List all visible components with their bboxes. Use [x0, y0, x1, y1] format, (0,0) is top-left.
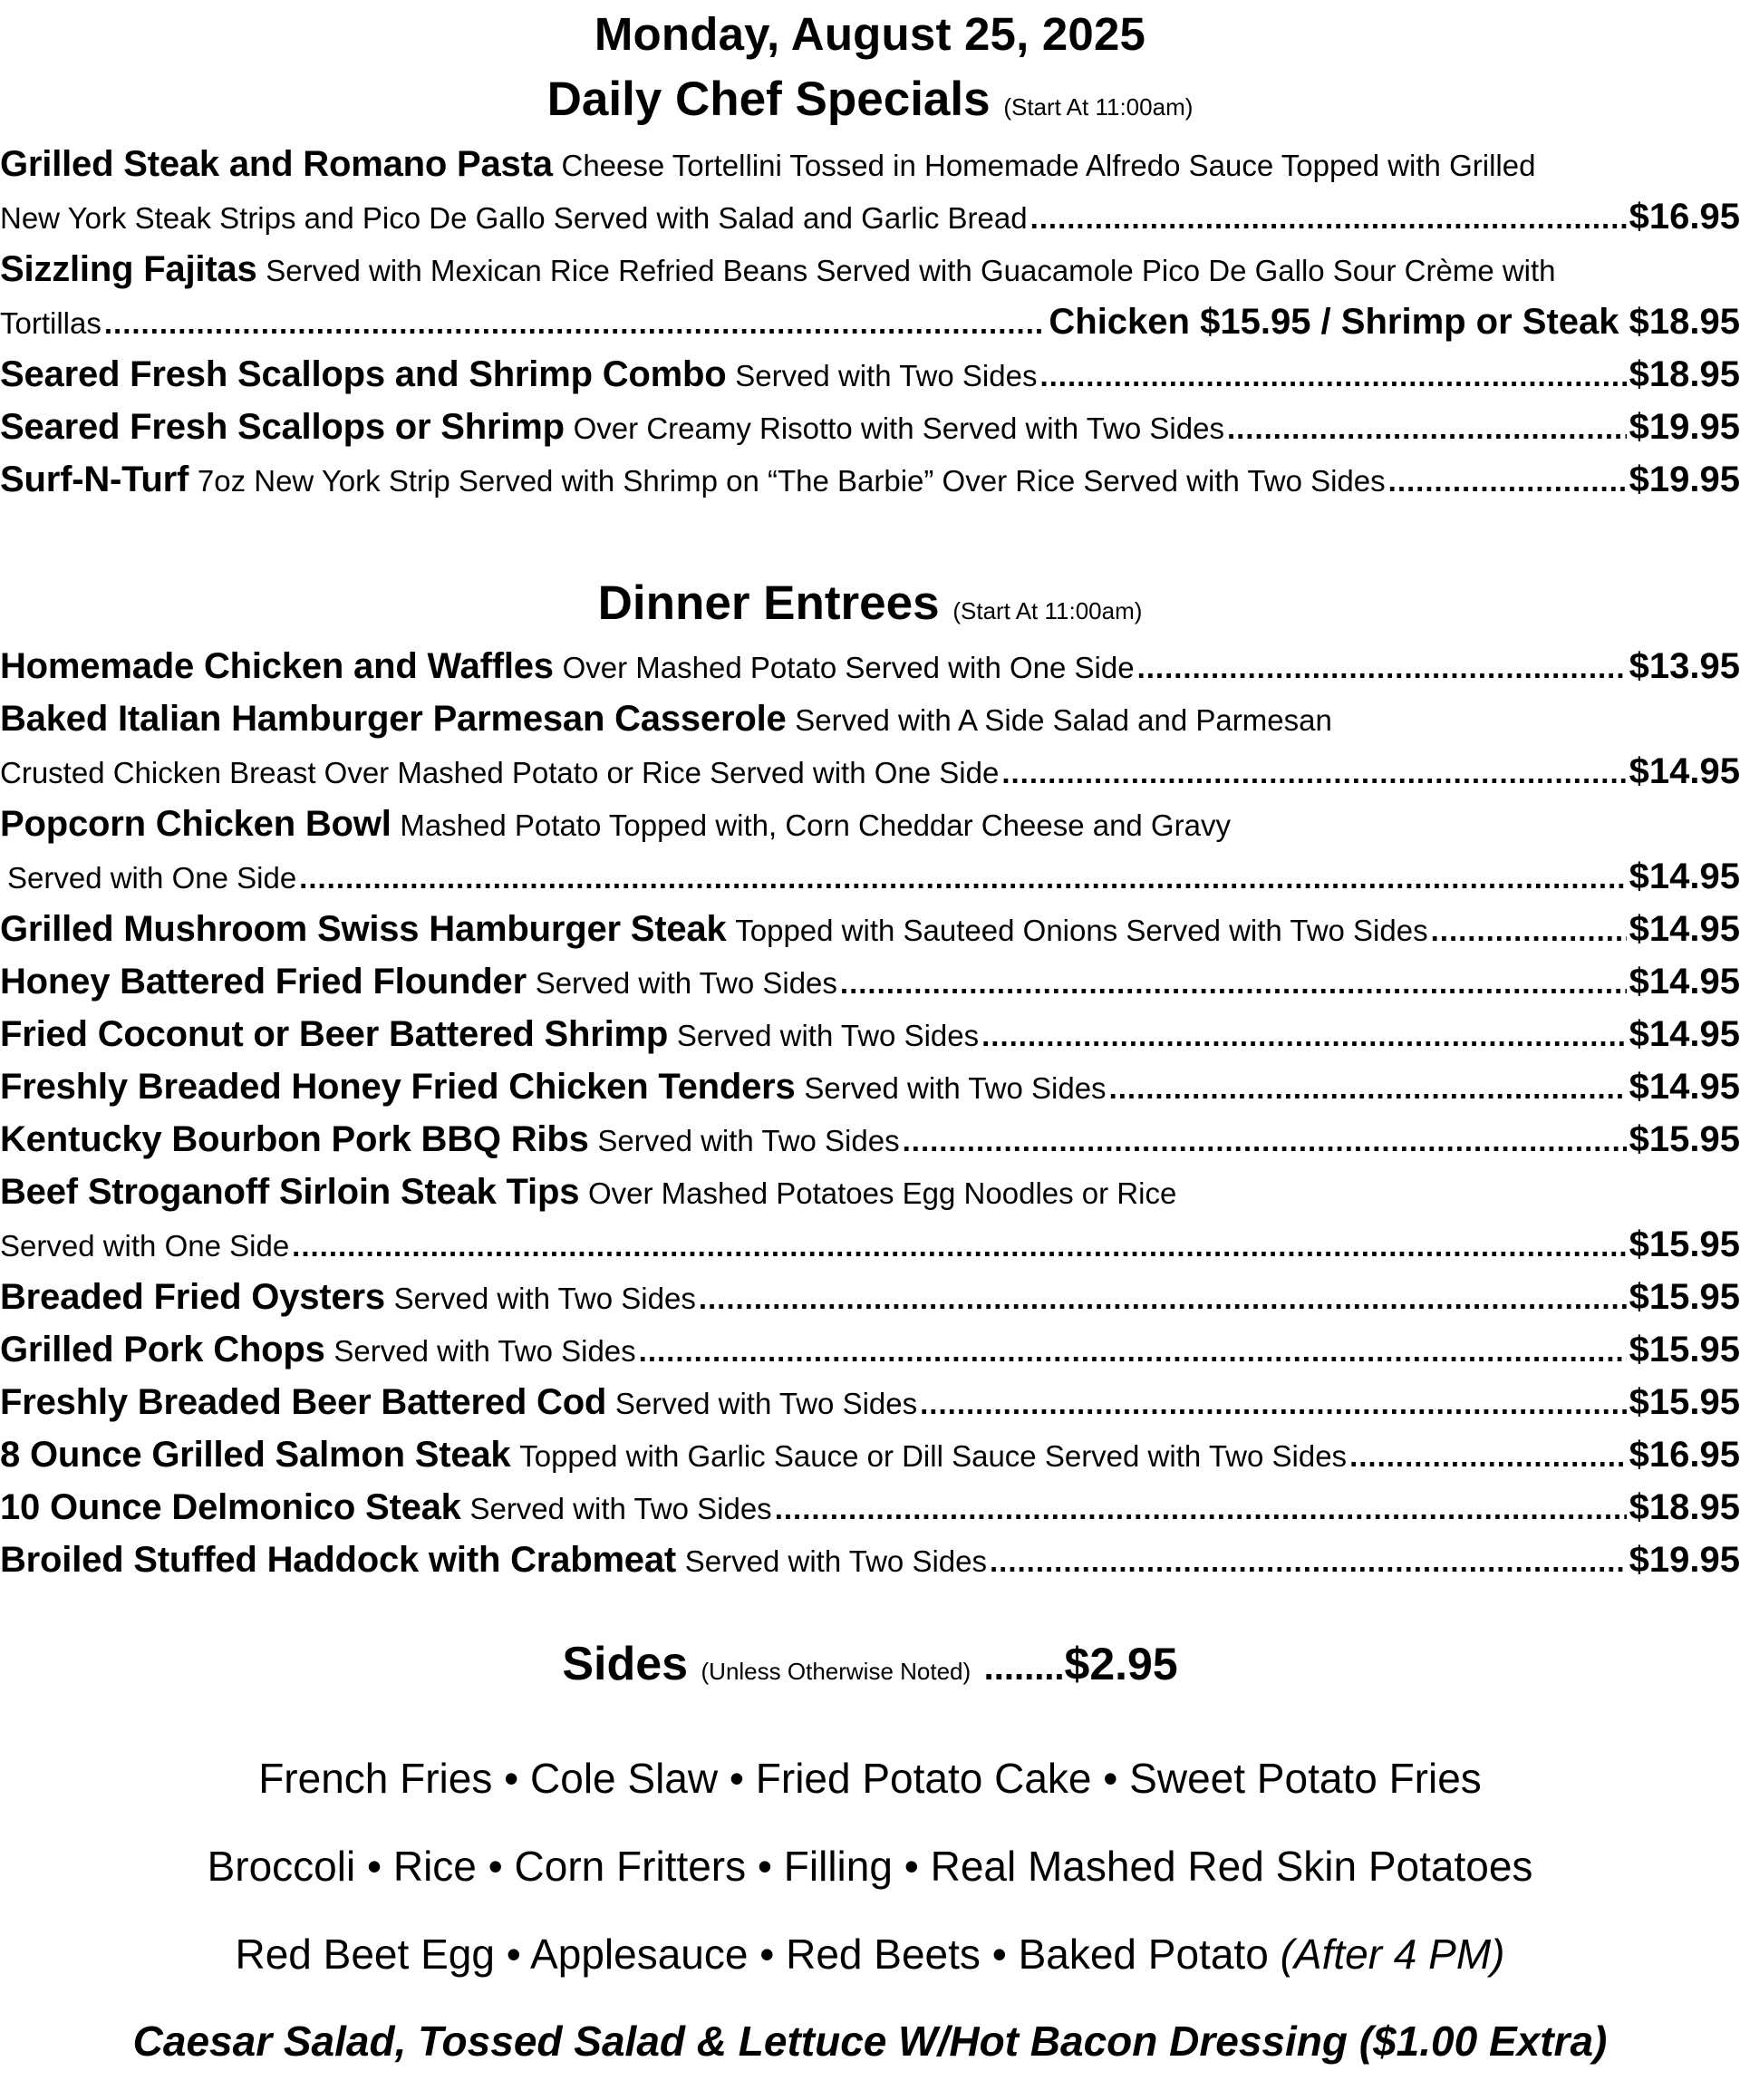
- menu-item: [0, 903, 1740, 955]
- leader-dots: [903, 1115, 1627, 1166]
- entrees-title: Dinner Entrees: [597, 576, 940, 630]
- entrees-heading: [0, 575, 1740, 640]
- leader-dots: [639, 1325, 1627, 1376]
- leader-dots: [1001, 747, 1626, 798]
- sides-leader-dots: ........: [983, 1648, 1065, 1688]
- item-price: $14.95: [1629, 962, 1740, 1002]
- leader-dots: [1030, 192, 1627, 243]
- item-description: Served with Mexican Rice Refried Beans Served with Guacamole Pico De Gallo Sour Crème with: [266, 254, 1556, 287]
- item-price: Chicken $15.95 / Shrimp or Steak $18.95: [1049, 302, 1740, 342]
- item-name: Surf-N-Turf: [0, 460, 189, 499]
- item-name: Grilled Pork Chops: [0, 1330, 325, 1369]
- leader-dots: [699, 1273, 1627, 1323]
- item-price: $14.95: [1629, 1014, 1740, 1054]
- leader-dots: [1431, 905, 1627, 955]
- item-price: $15.95: [1629, 1224, 1740, 1264]
- item-name: Freshly Breaded Beer Battered Cod: [0, 1382, 607, 1422]
- item-description: Over Mashed Potato Served with One Side: [562, 651, 1135, 684]
- menu-item: [0, 453, 1740, 506]
- sides-price: $2.95: [1064, 1639, 1178, 1689]
- sides-list-line-3: [0, 1927, 1740, 1981]
- sides-title: Sides: [562, 1638, 689, 1690]
- menu-item: [0, 1428, 1740, 1481]
- item-description: Served with Two Sides: [735, 359, 1038, 392]
- item-description-cont: Crusted Chicken Breast Over Mashed Potato or Rice Served with One Side: [0, 756, 1000, 789]
- item-description-cont: New York Steak Strips and Pico De Gallo Served with Salad and Garlic Bread: [0, 201, 1028, 235]
- menu-item: [0, 1481, 1740, 1534]
- item-description: Served with Two Sides: [469, 1492, 772, 1525]
- item-description: Topped with Sauteed Onions Served with Two Sides: [735, 914, 1428, 947]
- sides-line-3-text: Red Beet Egg • Applesauce • Red Beets • Baked Potato: [235, 1931, 1269, 1978]
- menu-item: [0, 138, 1740, 243]
- sides-line-3-note: (After 4 PM): [1280, 1931, 1505, 1978]
- item-description: Served with Two Sides: [597, 1124, 900, 1157]
- item-name: Broiled Stuffed Haddock with Crabmeat: [0, 1540, 677, 1580]
- item-name: Grilled Mushroom Swiss Hamburger Steak: [0, 909, 727, 949]
- item-price: $15.95: [1629, 1330, 1740, 1369]
- item-name: Fried Coconut or Beer Battered Shrimp: [0, 1014, 669, 1054]
- menu-item: [0, 1376, 1740, 1428]
- entrees-list: [0, 640, 1740, 1586]
- menu-date: Monday, August 25, 2025: [594, 8, 1146, 60]
- item-description: Served with A Side Salad and Parmesan: [795, 703, 1332, 737]
- item-description-cont: Served with One Side: [0, 1229, 290, 1263]
- item-description: Served with Two Sides: [804, 1071, 1107, 1105]
- item-price: $14.95: [1629, 909, 1740, 949]
- item-price: $18.95: [1629, 354, 1740, 394]
- item-name: Baked Italian Hamburger Parmesan Casserole: [0, 699, 787, 739]
- specials-heading: [0, 71, 1740, 136]
- menu-item: [0, 955, 1740, 1008]
- item-price: $14.95: [1629, 1067, 1740, 1107]
- item-description-cont: Tortillas: [0, 306, 102, 340]
- item-price: $14.95: [1629, 751, 1740, 791]
- item-price: $16.95: [1629, 197, 1740, 237]
- leader-dots: [1109, 1062, 1627, 1113]
- menu-item: [0, 348, 1740, 401]
- leader-dots: [990, 1535, 1627, 1586]
- menu-item: [0, 1271, 1740, 1323]
- leader-dots: [1227, 402, 1627, 453]
- item-price: $19.95: [1629, 1540, 1740, 1580]
- item-name: Beef Stroganoff Sirloin Steak Tips: [0, 1172, 580, 1212]
- item-price: $15.95: [1629, 1119, 1740, 1159]
- menu-item: [0, 1534, 1740, 1586]
- item-price: $13.95: [1629, 646, 1740, 686]
- item-description: Served with Two Sides: [676, 1019, 980, 1052]
- menu-item: [0, 798, 1740, 903]
- salad-extra-note: Caesar Salad, Tossed Salad & Lettuce W/Hot Bacon Dressing ($1.00 Extra): [132, 2018, 1608, 2065]
- menu-item: [0, 640, 1740, 692]
- item-description: Served with Two Sides: [614, 1387, 918, 1420]
- leader-dots: [920, 1378, 1627, 1428]
- item-name: Honey Battered Fried Flounder: [0, 962, 527, 1002]
- specials-time-note: (Start At 11:00am): [1003, 93, 1194, 121]
- leader-dots: [1039, 350, 1626, 401]
- sides-heading: [0, 1635, 1740, 1700]
- item-description: Served with Two Sides: [535, 966, 837, 1000]
- item-name: Seared Fresh Scallops and Shrimp Combo: [0, 354, 727, 394]
- item-price: $19.95: [1629, 460, 1740, 499]
- item-name: Popcorn Chicken Bowl: [0, 804, 392, 844]
- item-description: Topped with Garlic Sauce or Dill Sauce Served with Two Sides: [519, 1439, 1348, 1473]
- menu-item: [0, 1008, 1740, 1060]
- item-description: Served with Two Sides: [393, 1282, 696, 1315]
- item-price: $14.95: [1629, 856, 1740, 896]
- leader-dots: [1349, 1430, 1627, 1481]
- menu-item: [0, 401, 1740, 453]
- item-description: Over Creamy Risotto with Served with Two Sides: [573, 411, 1224, 445]
- leader-dots: [981, 1010, 1627, 1060]
- item-description-cont: Served with One Side: [7, 861, 297, 895]
- item-price: $15.95: [1629, 1277, 1740, 1317]
- menu-item: [0, 692, 1740, 798]
- item-name: Sizzling Fajitas: [0, 249, 257, 289]
- sides-note: (Unless Otherwise Noted): [701, 1658, 972, 1685]
- item-price: $15.95: [1629, 1382, 1740, 1422]
- item-price: $18.95: [1629, 1487, 1740, 1527]
- leader-dots: [840, 957, 1627, 1008]
- specials-title: Daily Chef Specials: [546, 73, 991, 126]
- item-name: Seared Fresh Scallops or Shrimp: [0, 407, 565, 447]
- item-name: Freshly Breaded Honey Fried Chicken Tenders: [0, 1067, 796, 1107]
- sides-list-line-2: Broccoli • Rice • Corn Fritters • Filling • Real Mashed Red Skin Potatoes: [207, 1843, 1533, 1890]
- entrees-time-note: (Start At 11:00am): [952, 597, 1143, 624]
- item-description: Mashed Potato Topped with, Corn Cheddar Cheese and Gravy: [400, 808, 1231, 842]
- item-name: 8 Ounce Grilled Salmon Steak: [0, 1435, 511, 1475]
- item-description: Cheese Tortellini Tossed in Homemade Alfredo Sauce Topped with Grilled: [561, 149, 1536, 182]
- leader-dots: [104, 297, 1047, 348]
- item-description: Served with Two Sides: [684, 1544, 987, 1578]
- item-name: Homemade Chicken and Waffles: [0, 646, 554, 686]
- sides-list-line-1: French Fries • Cole Slaw • Fried Potato Cake • Sweet Potato Fries: [258, 1755, 1482, 1802]
- item-price: $19.95: [1629, 407, 1740, 447]
- menu-item: [0, 1323, 1740, 1376]
- specials-list: [0, 138, 1740, 506]
- leader-dots: [1137, 642, 1627, 692]
- item-name: Kentucky Bourbon Pork BBQ Ribs: [0, 1119, 589, 1159]
- menu-item: [0, 1113, 1740, 1166]
- menu-item: [0, 1166, 1740, 1271]
- item-description: 7oz New York Strip Served with Shrimp on “The Barbie” Over Rice Served with Two Sides: [197, 464, 1386, 498]
- leader-dots: [299, 852, 1626, 903]
- item-name: Grilled Steak and Romano Pasta: [0, 144, 553, 184]
- item-name: Breaded Fried Oysters: [0, 1277, 385, 1317]
- leader-dots: [775, 1483, 1627, 1534]
- item-name: 10 Ounce Delmonico Steak: [0, 1487, 461, 1527]
- leader-dots: [1388, 455, 1627, 506]
- menu-item: [0, 243, 1740, 348]
- menu-item: [0, 1060, 1740, 1113]
- item-description: Over Mashed Potatoes Egg Noodles or Rice: [587, 1176, 1177, 1210]
- item-description: Served with Two Sides: [334, 1334, 636, 1368]
- item-price: $16.95: [1629, 1435, 1740, 1475]
- leader-dots: [292, 1220, 1626, 1271]
